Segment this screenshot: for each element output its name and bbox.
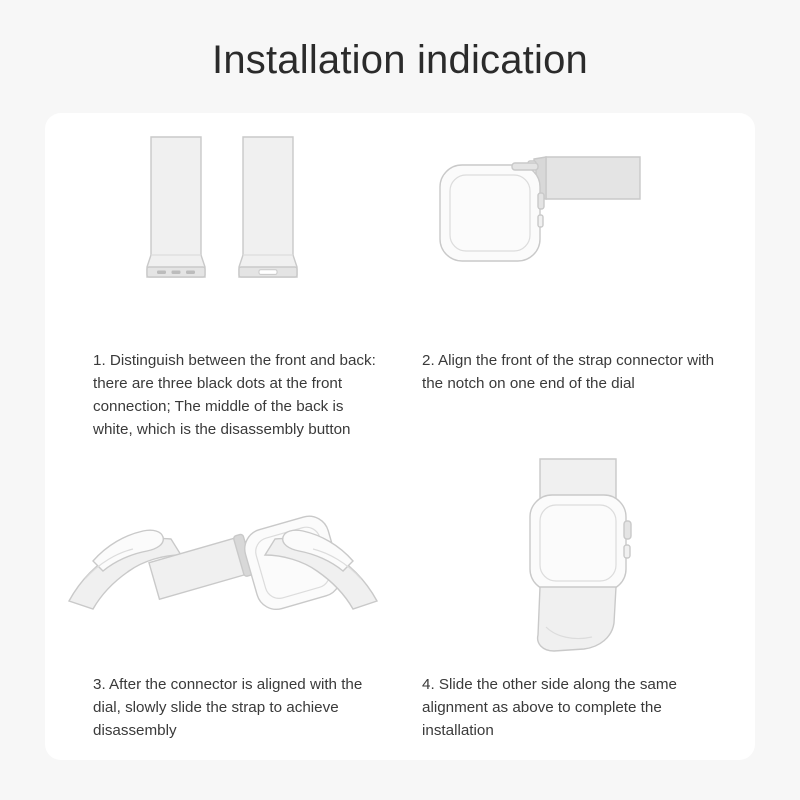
- page-title: Installation indication: [212, 38, 588, 82]
- step-item-1: [45, 113, 400, 437]
- step-item-4: [400, 437, 755, 761]
- step-2-illustration: [400, 113, 755, 351]
- step-1-caption: 1. Distinguish between the front and back: there are three black dots at the front connection; The middle of the back is white, which is the disassembly button: [93, 352, 376, 439]
- watch-case-with-strap-icon: [428, 127, 728, 337]
- step-3-caption: 3. After the connector is aligned with the dial, slowly slide the strap to achieve disassembly: [93, 675, 363, 739]
- step-1-illustration: [45, 113, 400, 351]
- step-item-3: [45, 437, 400, 761]
- steps-grid: [45, 113, 755, 760]
- two-hands-sliding-strap-icon: [63, 451, 383, 661]
- step-4-illustration: [400, 437, 755, 675]
- step-4-caption: 4. Slide the other side along the same alignment as above to complete the installation: [422, 675, 677, 739]
- step-2-caption: 2. Align the front of the strap connector with the notch on one end of the dial: [422, 352, 715, 393]
- step-item-2: [400, 113, 755, 437]
- steps-card: [45, 113, 755, 760]
- two-strap-connectors-icon: [73, 127, 373, 337]
- assembled-watch-icon: [428, 451, 728, 661]
- step-3-illustration: [45, 437, 400, 675]
